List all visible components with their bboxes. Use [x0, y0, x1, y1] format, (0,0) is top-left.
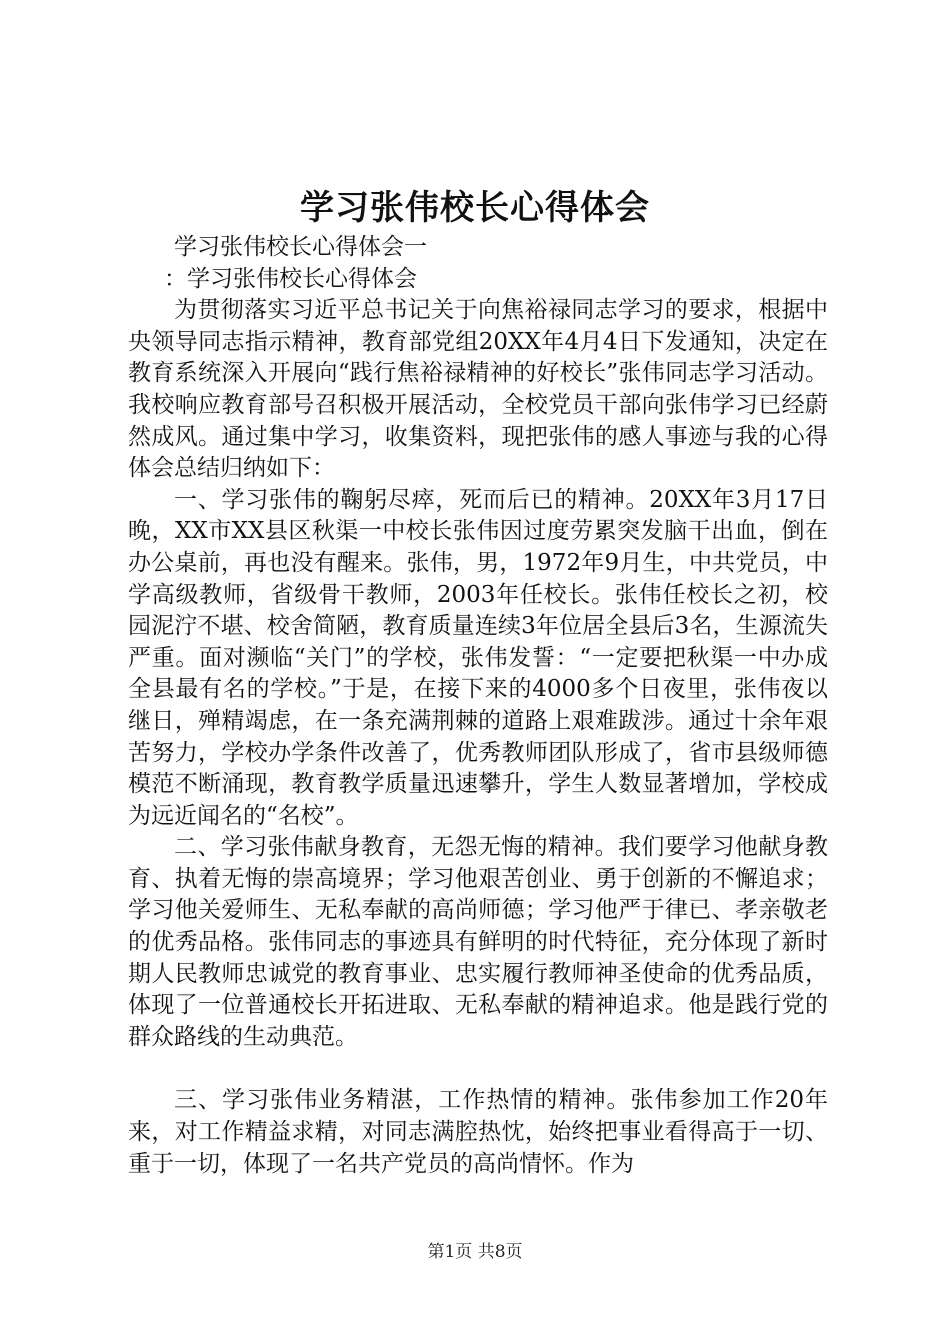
section-two-paragraph: 二、学习张伟献身教育，无怨无悔的精神。我们要学习他献身教育、执着无悔的崇高境界；学习他艰苦创业、勇于创新的不懈追求；学习他关爱师生、无私奉献的高尚师德；学习他严于律已、孝亲敬老的优秀品格。张伟同志的事迹具有鲜明的时代特征，充分体现了新时期人民教师忠诚党的教育事业、忠实履行教师神圣使命的优秀品质，体现了一位普通校长开拓进取、无私奉献的精神追求。他是践行党的群众路线的生动典范。: [128, 834, 828, 1050]
intro-paragraph: 为贯彻落实习近平总书记关于向焦裕禄同志学习的要求，根据中央领导同志指示精神，教育部党组20XX年4月4日下发通知，决定在教育系统深入开展向“践行焦裕禄精神的好校长”张伟同志学习活动。我校响应教育部号召积极开展活动，全校党员干部向张伟学习已经蔚然成风。通过集中学习，收集资料，现把张伟的感人事迹与我的心得体会总结归纳如下：: [128, 297, 828, 482]
document-title: 学习张伟校长心得体会: [300, 188, 650, 228]
section-three-paragraph: 三、学习张伟业务精湛，工作热情的精神。张伟参加工作20年来，对工作精益求精，对同志满腔热忱，始终把事业看得高于一切、重于一切，体现了一名共产党员的高尚情怀。作为: [128, 1087, 828, 1177]
document-body: [128, 232, 828, 1180]
section-one-paragraph: 一、学习张伟的鞠躬尽瘁，死而后已的精神。20XX年3月17日晚，XX市XX县区秋渠一中校长张伟因过度劳累突发脑干出血，倒在办公桌前，再也没有醒来。张伟，男，1972年9月生，中共党员，中学高级教师，省级骨干教师，2003年任校长。张伟任校长之初，校园泥泞不堪、校舍简陋，教育质量连续3年位居全县后3名，生源流失严重。面对濒临“关门”的学校，张伟发誓：“一定要把秋渠一中办成全县最有名的学校。”于是，在接下来的4000多个日夜里，张伟夜以继日，殚精竭虑，在一条充满荆棘的道路上艰难跋涉。通过十余年艰苦努力，学校办学条件改善了，优秀教师团队形成了，省市县级师德模范不断涌现，教育教学质量迅速攀升，学生人数显著增加，学校成为远近闻名的“名校”。: [128, 486, 828, 829]
subtitle-line-2: ：学习张伟校长心得体会: [164, 265, 417, 292]
subtitle-line-1: 学习张伟校长心得体会一: [174, 234, 427, 260]
page-number-footer: 第1页 共8页: [427, 1242, 523, 1262]
